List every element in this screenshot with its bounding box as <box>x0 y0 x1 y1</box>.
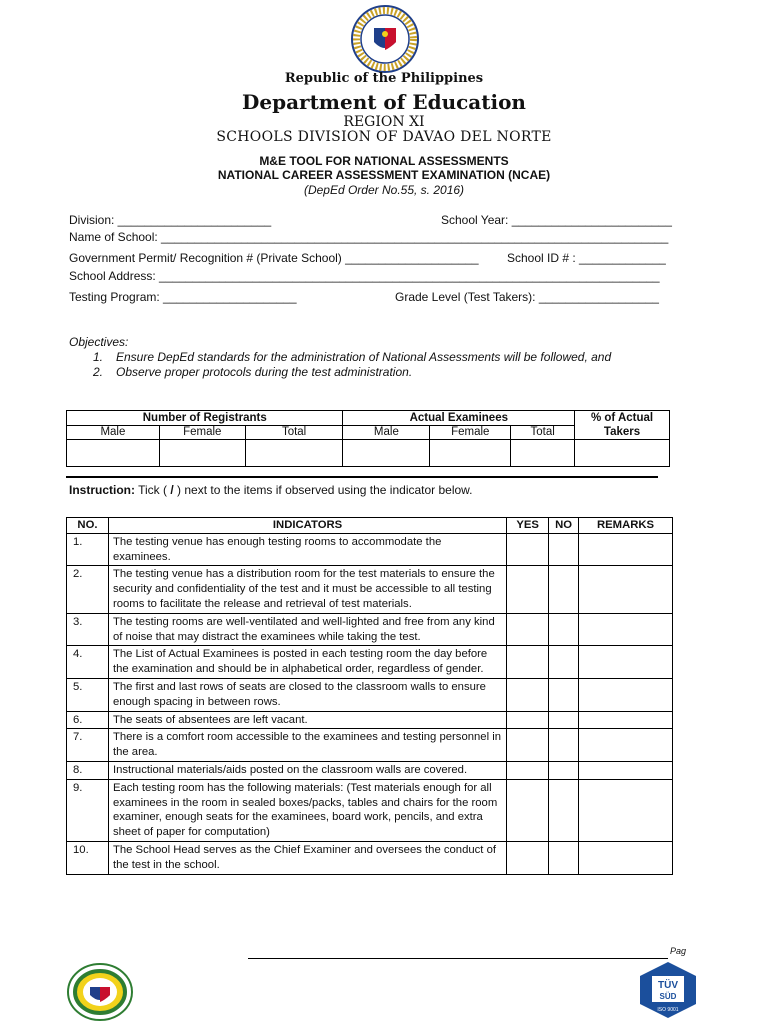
item-number: 6. <box>67 711 109 729</box>
col-yes-header: YES <box>507 518 549 534</box>
division-field[interactable]: Division: _______________________ <box>69 213 272 227</box>
table-row <box>67 678 673 711</box>
male-header: Male <box>343 425 430 440</box>
objective-number: 1. <box>93 350 104 364</box>
footer-line <box>248 958 668 959</box>
col-no-header: NO. <box>67 518 109 534</box>
remarks-cell[interactable] <box>579 779 673 841</box>
item-number: 4. <box>67 646 109 679</box>
no-checkbox-cell[interactable] <box>549 729 579 762</box>
no-checkbox-cell[interactable] <box>549 533 579 566</box>
objective-number: 2. <box>93 365 104 379</box>
school-name-field[interactable]: Name of School: ____________________________________________________________________________ <box>69 230 669 244</box>
item-number: 1. <box>67 533 109 566</box>
yes-checkbox-cell[interactable] <box>507 711 549 729</box>
objective-text: Ensure DepEd standards for the administration of National Assessments will be followed, and <box>116 350 612 364</box>
yes-checkbox-cell[interactable] <box>507 646 549 679</box>
no-checkbox-cell[interactable] <box>549 613 579 646</box>
entry-cell[interactable] <box>343 440 430 467</box>
indicator-text: The first and last rows of seats are closed to the classroom walls to ensure enough spacing in between rows. <box>108 678 506 711</box>
indicator-text: The testing venue has a distribution room for the test materials to ensure the security and confidentiality of the test and it must be accessible to all testing rooms to facilitate the release and retrieval of test materials. <box>108 566 506 613</box>
yes-checkbox-cell[interactable] <box>507 761 549 779</box>
remarks-cell[interactable] <box>579 761 673 779</box>
yes-checkbox-cell[interactable] <box>507 779 549 841</box>
indicator-text: The testing rooms are well-ventilated and well-lighted and free from any kind of noise that may distract the examinees while taking the test. <box>108 613 506 646</box>
school-address-field[interactable]: School Address: ___________________________________________________________________________ <box>69 269 660 283</box>
indicator-text: There is a comfort room accessible to the examinees and testing personnel in the area. <box>108 729 506 762</box>
form-title: M&E TOOL FOR NATIONAL ASSESSMENTS <box>259 154 509 168</box>
no-checkbox-cell[interactable] <box>549 566 579 613</box>
table-row <box>67 779 673 841</box>
yes-checkbox-cell[interactable] <box>507 533 549 566</box>
svg-text:ISO 9001: ISO 9001 <box>657 1007 679 1013</box>
table-row <box>67 566 673 613</box>
col-remarks-header: REMARKS <box>579 518 673 534</box>
item-number: 10. <box>67 841 109 874</box>
remarks-cell[interactable] <box>579 841 673 874</box>
republic-line: Republic of the Philippines <box>284 71 484 86</box>
department-name: Department of Education <box>242 90 526 114</box>
entry-cell[interactable] <box>575 440 670 467</box>
yes-checkbox-cell[interactable] <box>507 613 549 646</box>
total-header: Total <box>245 425 343 440</box>
indicator-text: Instructional materials/aids posted on the classroom walls are covered. <box>108 761 506 779</box>
indicator-text: Each testing room has the following materials: (Test materials enough for all examinees in the room in sealed boxes/packs, tables and chairs for the room examiner, enough seats for the examinees, board work, pencils, and extra sheet of paper for computation) <box>108 779 506 841</box>
table-row <box>67 646 673 679</box>
pct-takers-header: % of Actual Takers <box>575 411 670 440</box>
instruction-text: Instruction: Tick ( / ) next to the items if observed using the indicator below. <box>69 483 473 497</box>
col-indicators-header: INDICATORS <box>108 518 506 534</box>
total-header: Total <box>511 425 575 440</box>
indicator-text: The seats of absentees are left vacant. <box>108 711 506 729</box>
testing-program-field[interactable]: Testing Program: ____________________ <box>69 290 297 304</box>
no-checkbox-cell[interactable] <box>549 779 579 841</box>
table-row <box>67 841 673 874</box>
no-checkbox-cell[interactable] <box>549 711 579 729</box>
table-row <box>67 761 673 779</box>
objective-text: Observe proper protocols during the test administration. <box>116 365 413 379</box>
remarks-cell[interactable] <box>579 566 673 613</box>
no-checkbox-cell[interactable] <box>549 761 579 779</box>
indicator-text: The testing venue has enough testing rooms to accommodate the examinees. <box>108 533 506 566</box>
yes-checkbox-cell[interactable] <box>507 678 549 711</box>
item-number: 2. <box>67 566 109 613</box>
female-header: Female <box>430 425 511 440</box>
remarks-cell[interactable] <box>579 646 673 679</box>
table-row <box>67 613 673 646</box>
male-header: Male <box>67 425 160 440</box>
division-name: SCHOOLS DIVISION OF DAVAO DEL NORTE <box>216 129 552 145</box>
divider <box>66 476 658 478</box>
remarks-cell[interactable] <box>579 533 673 566</box>
remarks-cell[interactable] <box>579 711 673 729</box>
indicator-text: The School Head serves as the Chief Examiner and oversees the conduct of the test in the school. <box>108 841 506 874</box>
remarks-cell[interactable] <box>579 729 673 762</box>
no-checkbox-cell[interactable] <box>549 678 579 711</box>
division-seal-logo <box>66 963 134 1021</box>
school-id-field[interactable]: School ID # : _____________ <box>507 251 666 265</box>
svg-text:SÜD: SÜD <box>659 992 677 1001</box>
registrants-table <box>66 410 670 467</box>
entry-cell[interactable] <box>67 440 160 467</box>
yes-checkbox-cell[interactable] <box>507 729 549 762</box>
entry-cell[interactable] <box>430 440 511 467</box>
item-number: 5. <box>67 678 109 711</box>
yes-checkbox-cell[interactable] <box>507 566 549 613</box>
region-name: REGION XI <box>343 114 425 130</box>
registrants-header: Number of Registrants <box>67 411 343 426</box>
table-row <box>67 711 673 729</box>
indicator-text: The List of Actual Examinees is posted in each testing room the day before the examination and should be in alphabetical order, regardless of gender. <box>108 646 506 679</box>
indicators-table <box>66 517 673 875</box>
school-year-field[interactable]: School Year: ________________________ <box>441 213 672 227</box>
no-checkbox-cell[interactable] <box>549 646 579 679</box>
deped-order: (DepEd Order No.55, s. 2016) <box>303 183 465 197</box>
objectives-heading: Objectives: <box>69 335 129 349</box>
examinees-header: Actual Examinees <box>343 411 575 426</box>
form-subtitle: NATIONAL CAREER ASSESSMENT EXAMINATION (NCAE) <box>217 168 551 182</box>
page-label: Pag <box>670 946 687 956</box>
item-number: 7. <box>67 729 109 762</box>
svg-text:TÜV: TÜV <box>658 980 678 991</box>
item-number: 8. <box>67 761 109 779</box>
entry-cell[interactable] <box>159 440 245 467</box>
table-row <box>67 533 673 566</box>
remarks-cell[interactable] <box>579 678 673 711</box>
female-header: Female <box>159 425 245 440</box>
tuv-sud-certification-logo <box>636 960 700 1020</box>
entry-cell[interactable] <box>511 440 575 467</box>
remarks-cell[interactable] <box>579 613 673 646</box>
grade-level-field[interactable]: Grade Level (Test Takers): __________________ <box>395 290 659 304</box>
item-number: 3. <box>67 613 109 646</box>
table-row <box>67 729 673 762</box>
item-number: 9. <box>67 779 109 841</box>
entry-cell[interactable] <box>245 440 343 467</box>
col-no-header: NO <box>549 518 579 534</box>
permit-field[interactable]: Government Permit/ Recognition # (Private School) ____________________ <box>69 251 479 265</box>
no-checkbox-cell[interactable] <box>549 841 579 874</box>
deped-seal-logo <box>350 4 420 74</box>
yes-checkbox-cell[interactable] <box>507 841 549 874</box>
